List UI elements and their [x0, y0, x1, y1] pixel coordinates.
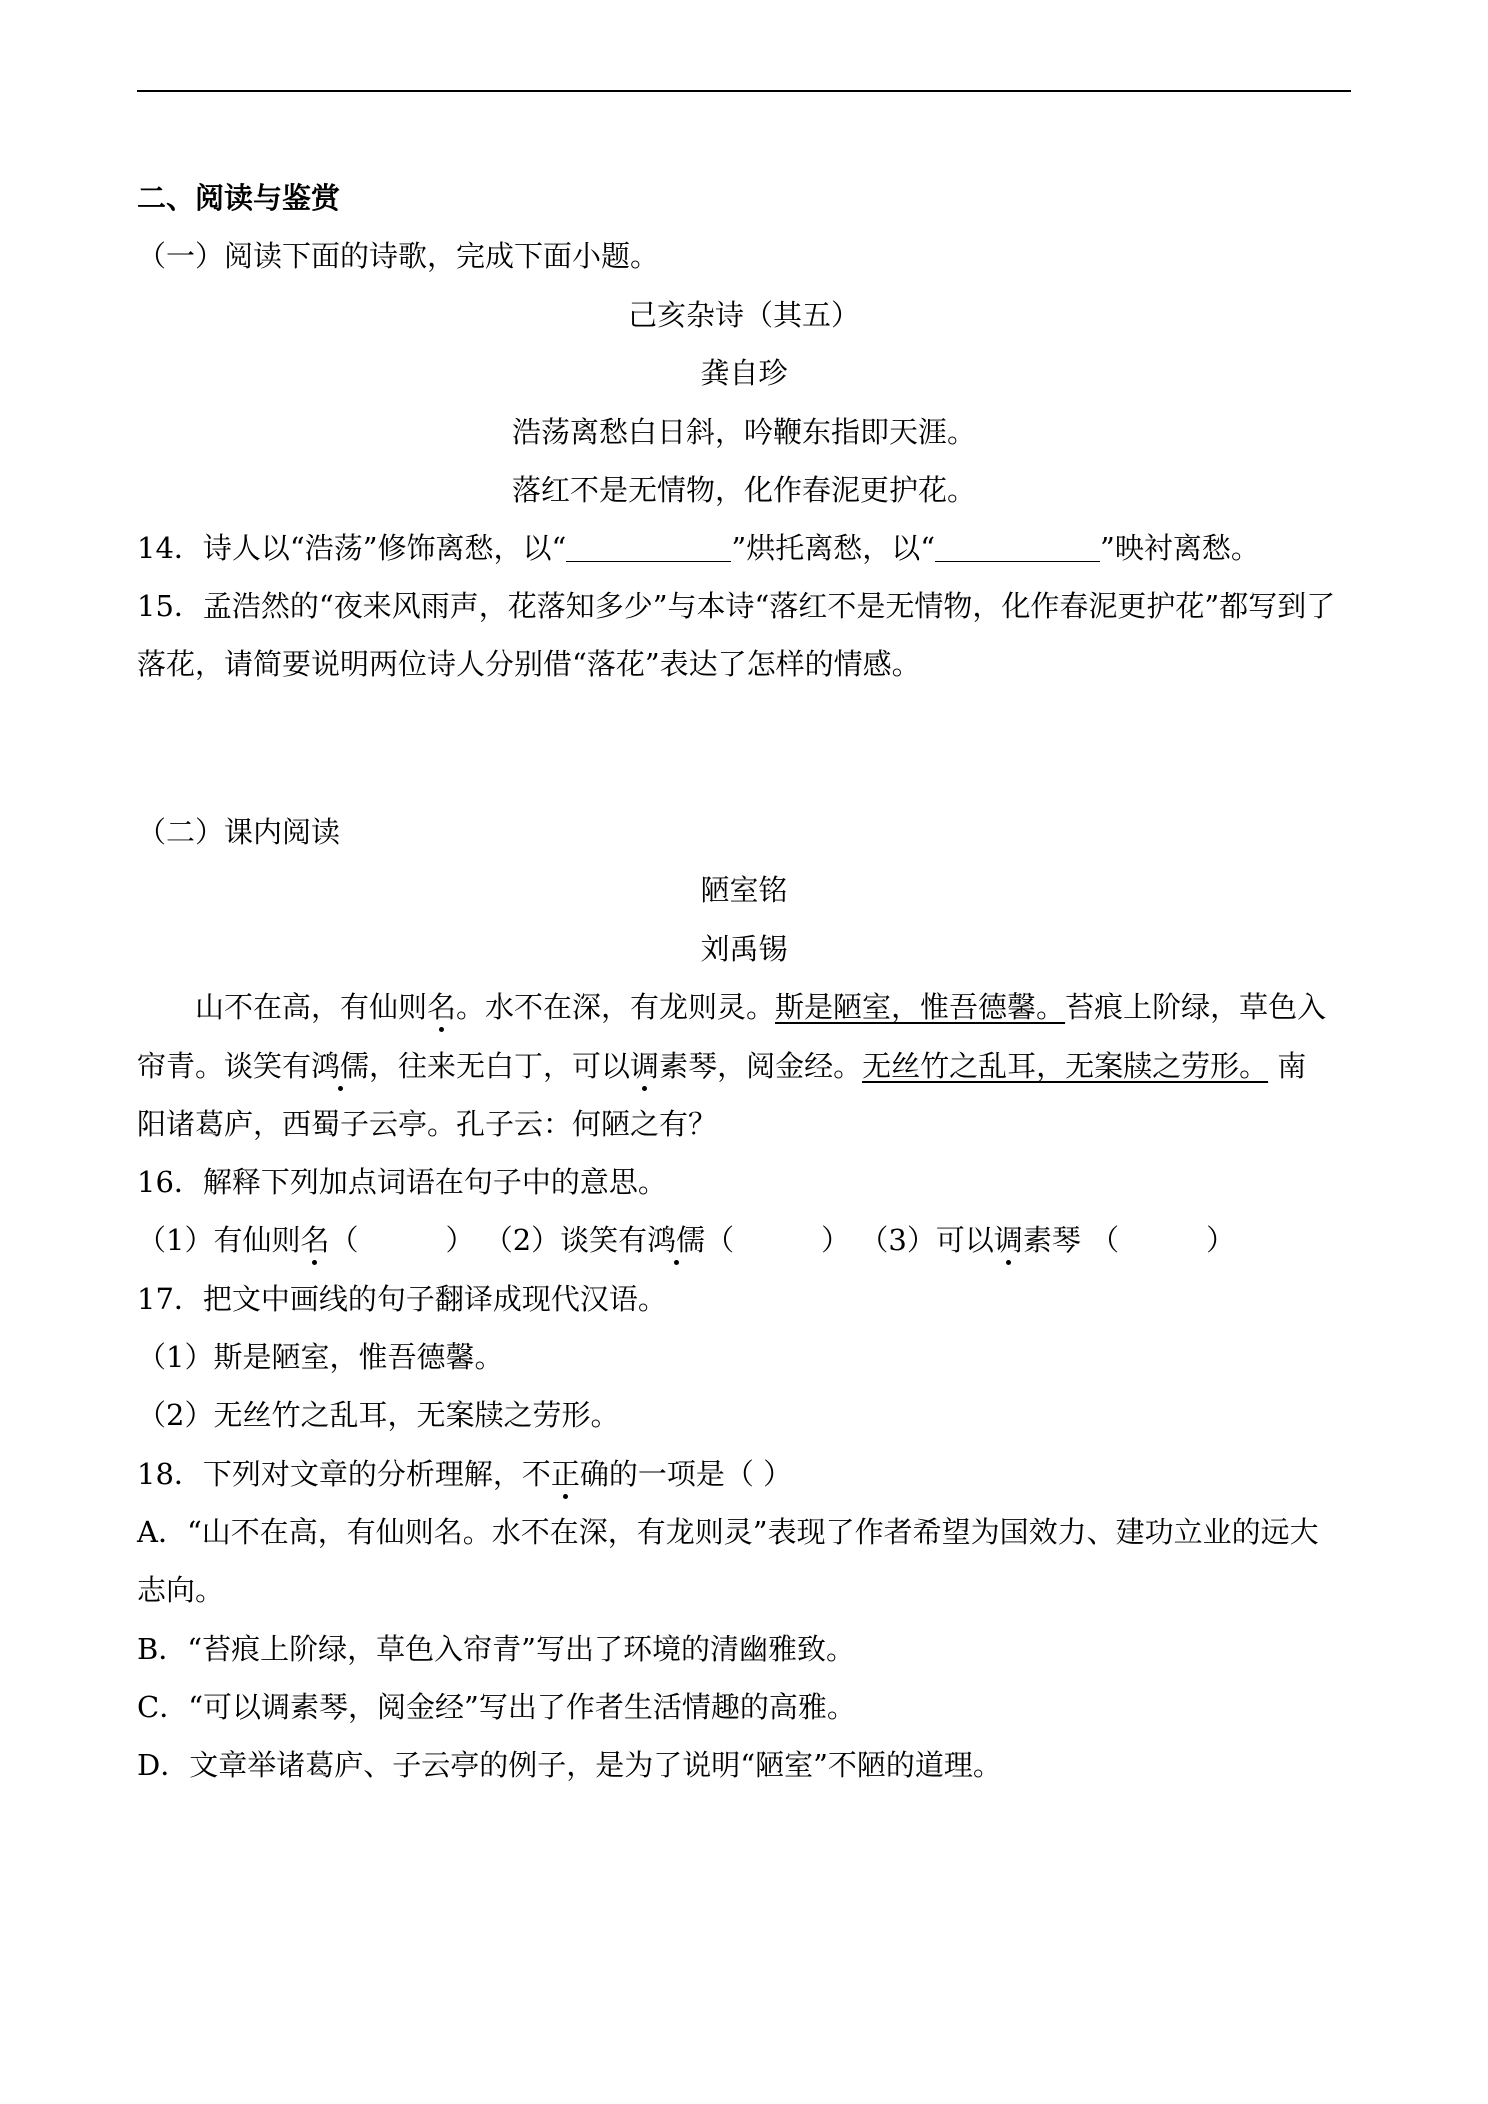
part1-intro: （一）阅读下面的诗歌，完成下面小题。 — [137, 239, 660, 273]
q16-option-3-dotted: 调 — [994, 1220, 1023, 1260]
q14-text-b: ”烘托离愁，以“ — [731, 531, 936, 565]
q16-option-3: （3）可以 — [859, 1223, 994, 1257]
option-a-line-2[interactable]: 志向。 — [137, 1573, 225, 1607]
q16-option-1-dotted: 名 — [300, 1220, 329, 1260]
passage-text: 南 — [1268, 1049, 1307, 1083]
question-15-line-2: 落花，请简要说明两位诗人分别借“落花”表达了怎样的情感。 — [137, 647, 921, 681]
option-d[interactable]: D．文章举诸葛庐、子云亭的例子，是为了说明“陋室”不陋的道理。 — [137, 1748, 1002, 1782]
dotted-word-tiao: 调 — [630, 1046, 659, 1086]
passage-text: 。水不在深，有龙则灵。 — [456, 990, 776, 1024]
question-15-line-1: 15．孟浩然的“夜来风雨声，花落知多少”与本诗“落红不是无情物，化作春泥更护花”都写到了 — [137, 589, 1336, 623]
question-17-item-1: （1）斯是陋室，惟吾德馨。 — [137, 1340, 504, 1374]
underlined-sentence-1: 斯是陋室，惟吾德馨。 — [775, 990, 1066, 1024]
q14-blank-1[interactable] — [566, 531, 731, 562]
passage-line-1 — [137, 987, 1351, 1027]
q16-option-3-blank[interactable]: 素琴 （ ） — [1022, 1223, 1236, 1257]
q18-text-b: 的一项是（ ） — [608, 1457, 793, 1491]
q14-text-a: 14．诗人以“浩荡”修饰离愁，以“ — [137, 531, 567, 565]
dotted-word-ming: 名 — [427, 987, 456, 1027]
question-16-options — [137, 1220, 1351, 1260]
poem-title: 己亥杂诗（其五） — [627, 298, 860, 332]
q16-option-2-blank[interactable]: （ ） — [705, 1223, 851, 1257]
section-title: 二、阅读与鉴赏 — [137, 181, 341, 215]
question-14 — [137, 528, 1351, 568]
part2-intro: （二）课内阅读 — [137, 815, 341, 849]
passage-line-2 — [137, 1046, 1351, 1086]
option-b[interactable]: B．“苔痕上阶绿，草色入帘青”写出了环境的清幽雅致。 — [137, 1632, 855, 1666]
option-c[interactable]: C．“可以调素琴，阅金经”写出了作者生活情趣的高雅。 — [137, 1690, 856, 1724]
option-a-line-1[interactable]: A．“山不在高，有仙则名。水不在深，有龙则灵”表现了作者希望为国效力、建功立业的远大 — [137, 1515, 1319, 1549]
question-17-item-2: （2）无丝竹之乱耳，无案牍之劳形。 — [137, 1398, 620, 1432]
q16-option-2-dotted: 鸿儒 — [647, 1220, 705, 1260]
passage-text: ，往来无白丁，可以 — [369, 1049, 631, 1083]
q14-text-c: ”映衬离愁。 — [1100, 531, 1260, 565]
passage-text: 帘青。谈笑有 — [137, 1049, 312, 1083]
q16-option-1: （1）有仙则 — [137, 1223, 301, 1257]
passage-text: 山不在高，有仙则 — [137, 990, 428, 1024]
poem-author: 龚自珍 — [700, 356, 788, 390]
passage-text: 苔痕上阶绿，草色入 — [1065, 990, 1327, 1024]
dotted-word-hongru: 鸿儒 — [311, 1046, 369, 1086]
poem-line-2: 落红不是无情物，化作春泥更护花。 — [511, 473, 976, 507]
header-rule — [137, 90, 1351, 92]
q16-option-1-blank[interactable]: （ ） — [329, 1223, 475, 1257]
poem-line-1: 浩荡离愁白日斜，吟鞭东指即天涯。 — [511, 415, 976, 449]
q16-option-2: （2）谈笑有 — [483, 1223, 648, 1257]
question-18 — [137, 1454, 1351, 1494]
q18-text-a: 18．下列对文章的分析理解， — [137, 1457, 522, 1491]
text-author: 刘禹锡 — [700, 932, 788, 966]
passage-line-3: 阳诸葛庐，西蜀子云亭。孔子云：何陋之有？ — [137, 1107, 718, 1141]
q14-blank-2[interactable] — [935, 531, 1100, 562]
passage-text: 素琴，阅金经。 — [659, 1049, 863, 1083]
q18-dotted-word: 不正确 — [522, 1454, 609, 1494]
underlined-sentence-2: 无丝竹之乱耳，无案牍之劳形。 — [862, 1049, 1269, 1083]
question-16: 16．解释下列加点词语在句子中的意思。 — [137, 1165, 667, 1199]
question-17: 17．把文中画线的句子翻译成现代汉语。 — [137, 1282, 667, 1316]
text-title: 陋室铭 — [700, 873, 788, 907]
